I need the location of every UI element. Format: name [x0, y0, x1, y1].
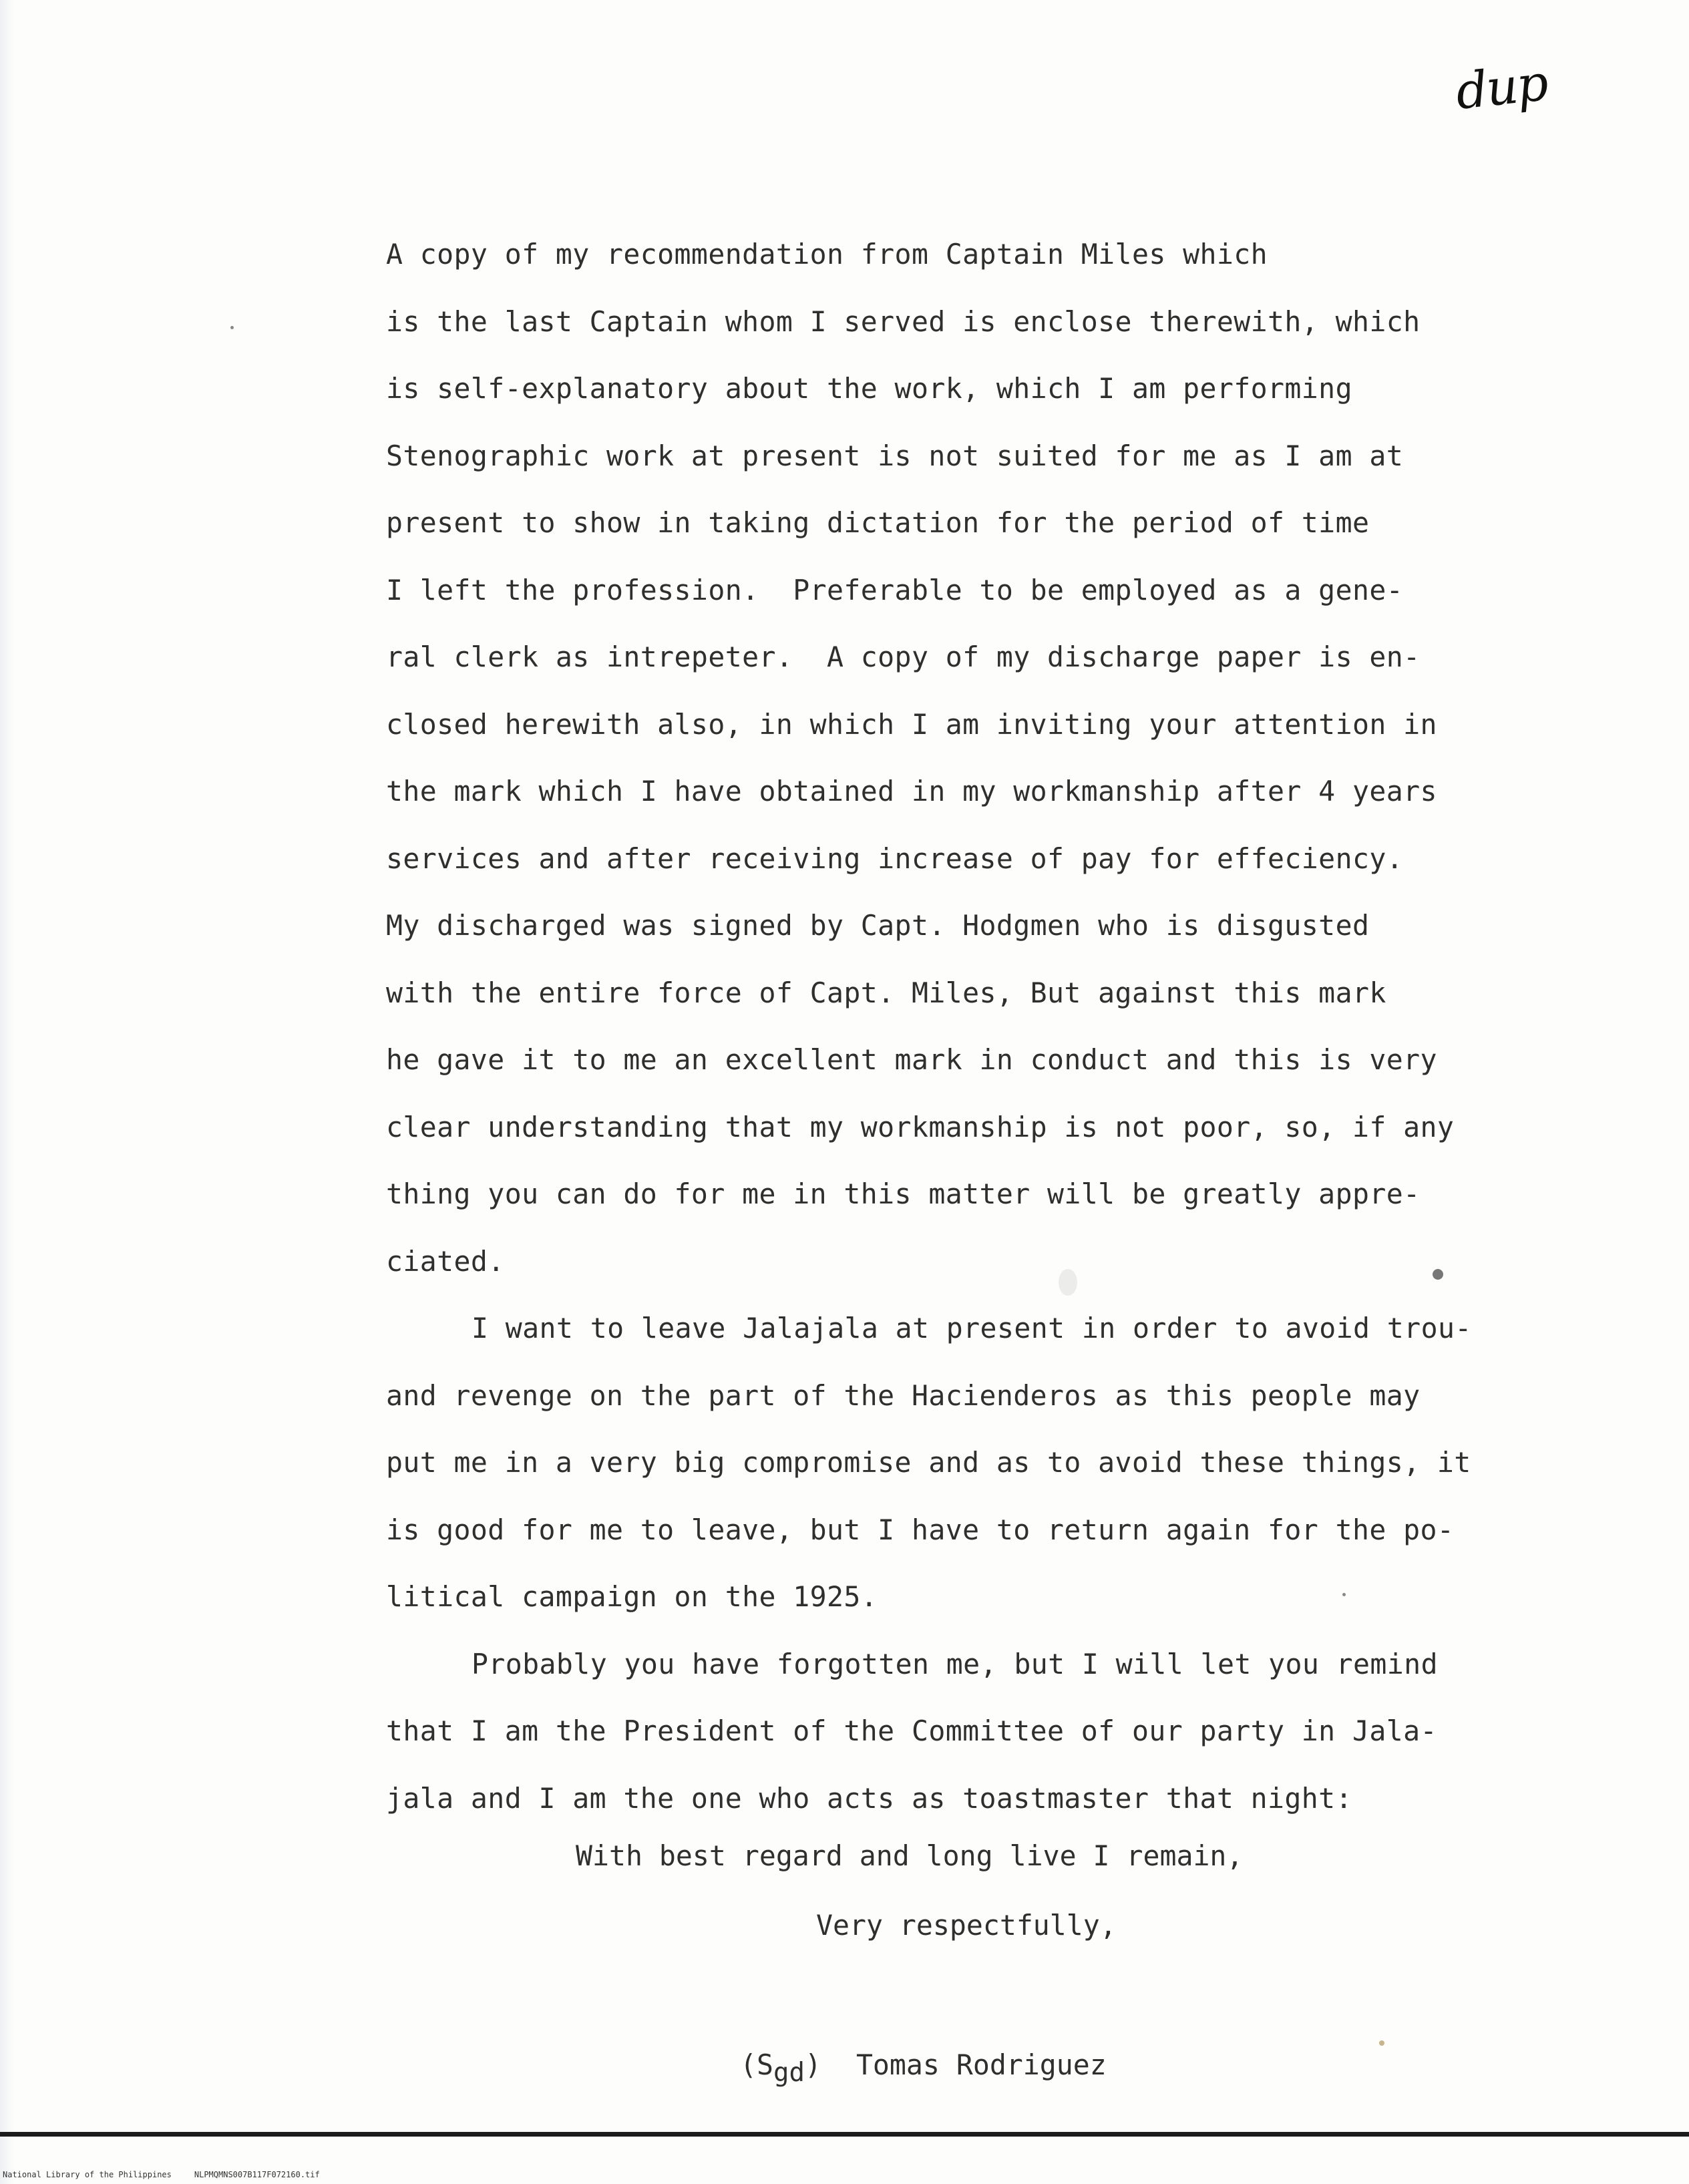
letter-line: services and after receiving increase of pay for effeciency.	[386, 842, 1404, 875]
letter-line: ral clerk as intrepeter. A copy of my discharge paper is en-	[386, 641, 1421, 673]
letter-line: jala and I am the one who acts as toastmaster that night:	[386, 1781, 1352, 1815]
letter-line: is good for me to leave, but I have to return again for the po-	[386, 1513, 1455, 1546]
letter-line: closed herewith also, in which I am inviting your attention in	[386, 707, 1437, 741]
bottom-rule	[0, 2132, 1689, 2137]
signature-block	[707, 2016, 1107, 2088]
paper-speck	[230, 326, 234, 329]
signed-marker	[739, 2048, 821, 2088]
letter-line: and revenge on the part of the Hacienderos as this people may	[386, 1379, 1421, 1412]
letter-line: thing you can do for me in this matter will be greatly appre-	[386, 1177, 1421, 1210]
footer-institution: National Library of the Philippines	[3, 2170, 172, 2179]
paper-speck	[1059, 1269, 1077, 1296]
letter-line: My discharged was signed by Capt. Hodgmen who is disgusted	[386, 909, 1370, 942]
closing-line: With best regard and long live I remain,	[576, 1839, 1244, 1872]
signed-marker-open: (S	[739, 2048, 773, 2081]
letter-line: is the last Captain whom I served is enclose therewith, which	[386, 305, 1421, 338]
letter-line: clear understanding that my workmanship is not poor, so, if any	[386, 1110, 1455, 1143]
footer-filename: NLPMQMNS007B117F072160.tif	[194, 2170, 320, 2179]
letter-line: ciated.	[386, 1244, 505, 1278]
paper-speck	[1379, 2040, 1384, 2046]
letter-line: present to show in taking dictation for the period of time	[386, 506, 1370, 539]
letter-line: litical campaign on the 1925.	[386, 1580, 878, 1613]
letter-line: A copy of my recommendation from Captain Miles which	[386, 238, 1268, 270]
letter-body	[386, 232, 1521, 1843]
letter-line: that I am the President of the Committee of our party in Jala-	[386, 1714, 1437, 1747]
letter-line: put me in a very big compromise and as to avoid these things, it	[386, 1446, 1471, 1479]
letter-line: I left the profession. Preferable to be employed as a gene-	[386, 573, 1404, 606]
letter-line: with the entire force of Capt. Miles, But against this mark	[386, 976, 1386, 1009]
signed-marker-close: )	[804, 2048, 821, 2081]
letter-line: Probably you have forgotten me, but I will let you remind	[472, 1647, 1438, 1680]
handwritten-annotation: dup	[1453, 54, 1550, 121]
paper-speck	[1433, 1269, 1443, 1280]
letter-line: he gave it to me an excellent mark in conduct and this is very	[386, 1043, 1437, 1076]
letter-line: Stenographic work at present is not suited for me as I am at	[386, 439, 1404, 472]
letter-line: the mark which I have obtained in my workmanship after 4 years	[386, 775, 1437, 807]
scan-page-edge	[0, 0, 15, 2184]
letter-line: is self-explanatory about the work, which I am performing	[386, 372, 1352, 405]
scan-footer	[3, 2170, 320, 2179]
valediction: Very respectfully,	[816, 1909, 1117, 1942]
paper-speck	[1342, 1593, 1346, 1596]
letter-line: I want to leave Jalajala at present in order to avoid trou-	[472, 1312, 1472, 1344]
signatory-name: Tomas Rodriguez	[856, 2048, 1107, 2081]
signed-marker-sub: gd	[773, 2058, 805, 2088]
